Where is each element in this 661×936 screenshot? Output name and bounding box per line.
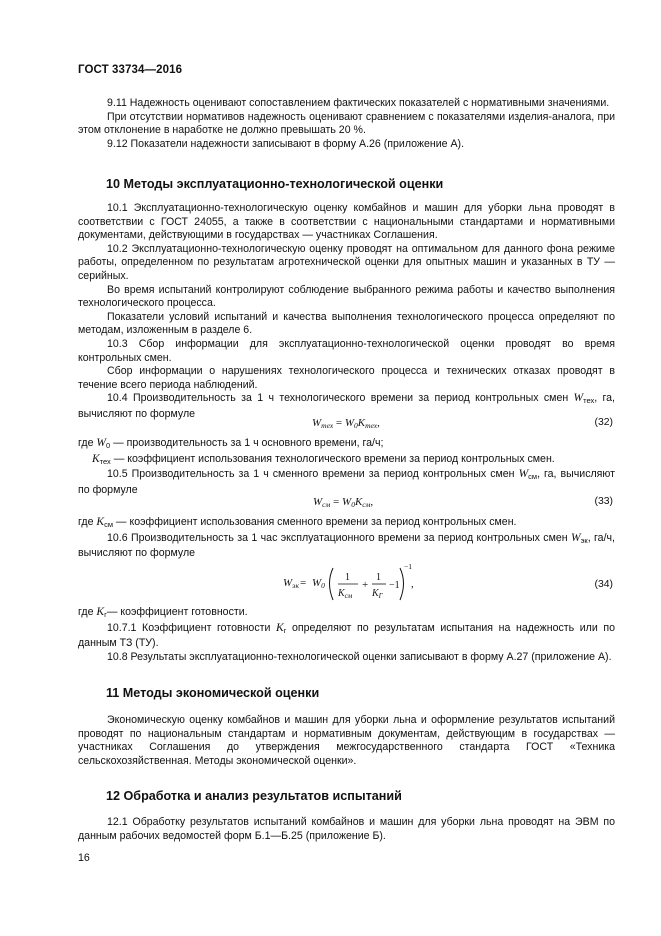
standard-header: ГОСТ 33734—2016 — [78, 64, 183, 76]
paragraph: 10.4 Производительность за 1 ч технологического времени за период контрольных смен $W_{тех}$, га, вычисляют по формуле — [78, 392, 615, 420]
equation-number: (34) — [594, 579, 613, 590]
svg-text:,: , — [411, 578, 414, 590]
section-heading-10: 10 Методы эксплуатационно-технологической оценки — [106, 177, 444, 191]
svg-text:W0: W0 — [312, 577, 325, 590]
svg-text:−1: −1 — [389, 580, 400, 591]
paragraph: 10.2 Эксплуатационно-технологическую оценку проводят на оптимальном для данного фона режиме работы, определенном по результатам агротехнической оценки для опытных машин и указанных в ТУ — серийных. — [78, 242, 615, 282]
formula-body: $W_{тех} = W_0K_{тех}$, — [312, 417, 380, 430]
left-paren — [330, 568, 334, 600]
svg-text:−1: −1 — [404, 562, 412, 571]
svg-text:Wэк: Wэк — [283, 577, 299, 590]
paragraph: Показатели условий испытаний и качества выполнения технологического процесса определяют по методам, изложенным в разделе 6. — [78, 310, 615, 337]
text-block — [78, 714, 615, 768]
paragraph: где $W_0$ — производительность за 1 ч основного времени, га/ч; — [78, 437, 384, 450]
text-block — [78, 97, 615, 151]
svg-text:1: 1 — [376, 572, 381, 583]
formula-34 — [0, 560, 661, 606]
text-block — [78, 606, 615, 664]
equation-number: (32) — [594, 417, 613, 428]
section-heading-11: 11 Методы экономической оценки — [106, 686, 320, 700]
paragraph: 10.5 Производительность за 1 ч сменного времени за период контрольных смен $W_{см}$, га, вычисляют по формуле — [78, 468, 615, 496]
paragraph: 9.12 Показатели надежности записывают в форму А.26 (приложение А). — [107, 137, 465, 150]
paragraph: При отсутствии нормативов надежность оценивают сравнением с показателями изделия-аналога, при этом отклонение в наработке не должно превышать 20 %. — [78, 110, 615, 137]
math-variable: K — [96, 516, 105, 528]
formula-32 — [0, 417, 661, 433]
paragraph: где $K_{см}$ — коэффициент использования сменного времени за период контрольных смен. — [78, 516, 517, 529]
paragraph: 10.7.1 Коэффициент готовности $K_г$ определяют по результатам испытания на надежность или по данным ТЗ (ТУ). — [78, 621, 615, 650]
math-variable: W — [571, 531, 581, 544]
svg-text:KГ: $K_Г$ — [372, 588, 383, 600]
math-variable: W — [518, 468, 529, 481]
math-variable: K — [96, 606, 105, 618]
text-block — [78, 516, 615, 561]
paragraph: 10.6 Производительность за 1 час эксплуатационного времени за период контрольных смен $W_{эк}$, га/ч, вычисляют по формуле — [78, 531, 615, 560]
paragraph: 10.3 Сбор информации для эксплуатационно-технологической оценки проводят во время контрольных смен. — [78, 337, 615, 364]
page-number: 16 — [78, 852, 90, 864]
math-variable: K — [276, 621, 284, 634]
formula-33 — [0, 496, 661, 512]
svg-text:Kсм: $K_{см}$ — [338, 588, 353, 600]
paragraph: 10.1 Эксплуатационно-технологическую оценку комбайнов и машин для уборки льна проводят в соответствии с ГОСТ 24055, а также в соответствии с национальными стандартами и нормативными документами, действующими в государствах — участниках Соглашения. — [78, 202, 615, 242]
paragraph: где $K_г—$ коэффициент готовности. — [78, 606, 248, 619]
math-variable: W — [573, 392, 584, 405]
formula-body: $W_{см} = W_0K_{см}$, — [313, 496, 374, 509]
equation-number: (33) — [594, 496, 613, 507]
paragraph: $K_{тех}$ — коэффициент использования технологического времени за период контрольных смен. — [92, 452, 555, 466]
math-variable: W — [96, 437, 106, 449]
paragraph: Во время испытаний контролируют соблюдение выбранного режима работы и качество выполнения технологического процесса. — [78, 283, 615, 310]
right-paren — [400, 568, 404, 600]
svg-text:1: 1 — [345, 572, 350, 583]
svg-text:+: + — [362, 579, 369, 591]
section-heading-12: 12 Обработка и анализ результатов испытаний — [106, 789, 402, 803]
text-block — [78, 437, 615, 497]
paragraph: Экономическую оценку комбайнов и машин для уборки льна и оформление результатов испытаний проводят по национальным стандартам и нормативным документам, действующим в государствах — участниках Соглашения до утверждения межгосударственного стандарта ГОСТ «Техника сельскохозяйственная. Методы экономической оценки». — [78, 714, 615, 767]
paragraph: 10.8 Результаты эксплуатационно-технологической оценки записывают в форму А.27 (приложение А). — [107, 650, 612, 663]
paragraph: 12.1 Обработку результатов испытаний комбайнов и машин для уборки льна проводят на ЭВМ по данным рабочих ведомостей форм Б.1—Б.25 (приложение Б). — [78, 816, 615, 842]
paragraph: 9.11 Надежность оценивают сопоставлением фактических показателей с нормативными значениями. — [107, 97, 610, 109]
text-block — [78, 202, 615, 422]
formula-34-svg — [0, 560, 661, 606]
svg-text:=: = — [300, 577, 307, 589]
math-variable: K — [92, 452, 100, 465]
paragraph: Сбор информации о нарушениях технологического процесса и технических отказах проводят в течение всего периода наблюдений. — [78, 365, 615, 391]
text-block — [78, 816, 615, 843]
